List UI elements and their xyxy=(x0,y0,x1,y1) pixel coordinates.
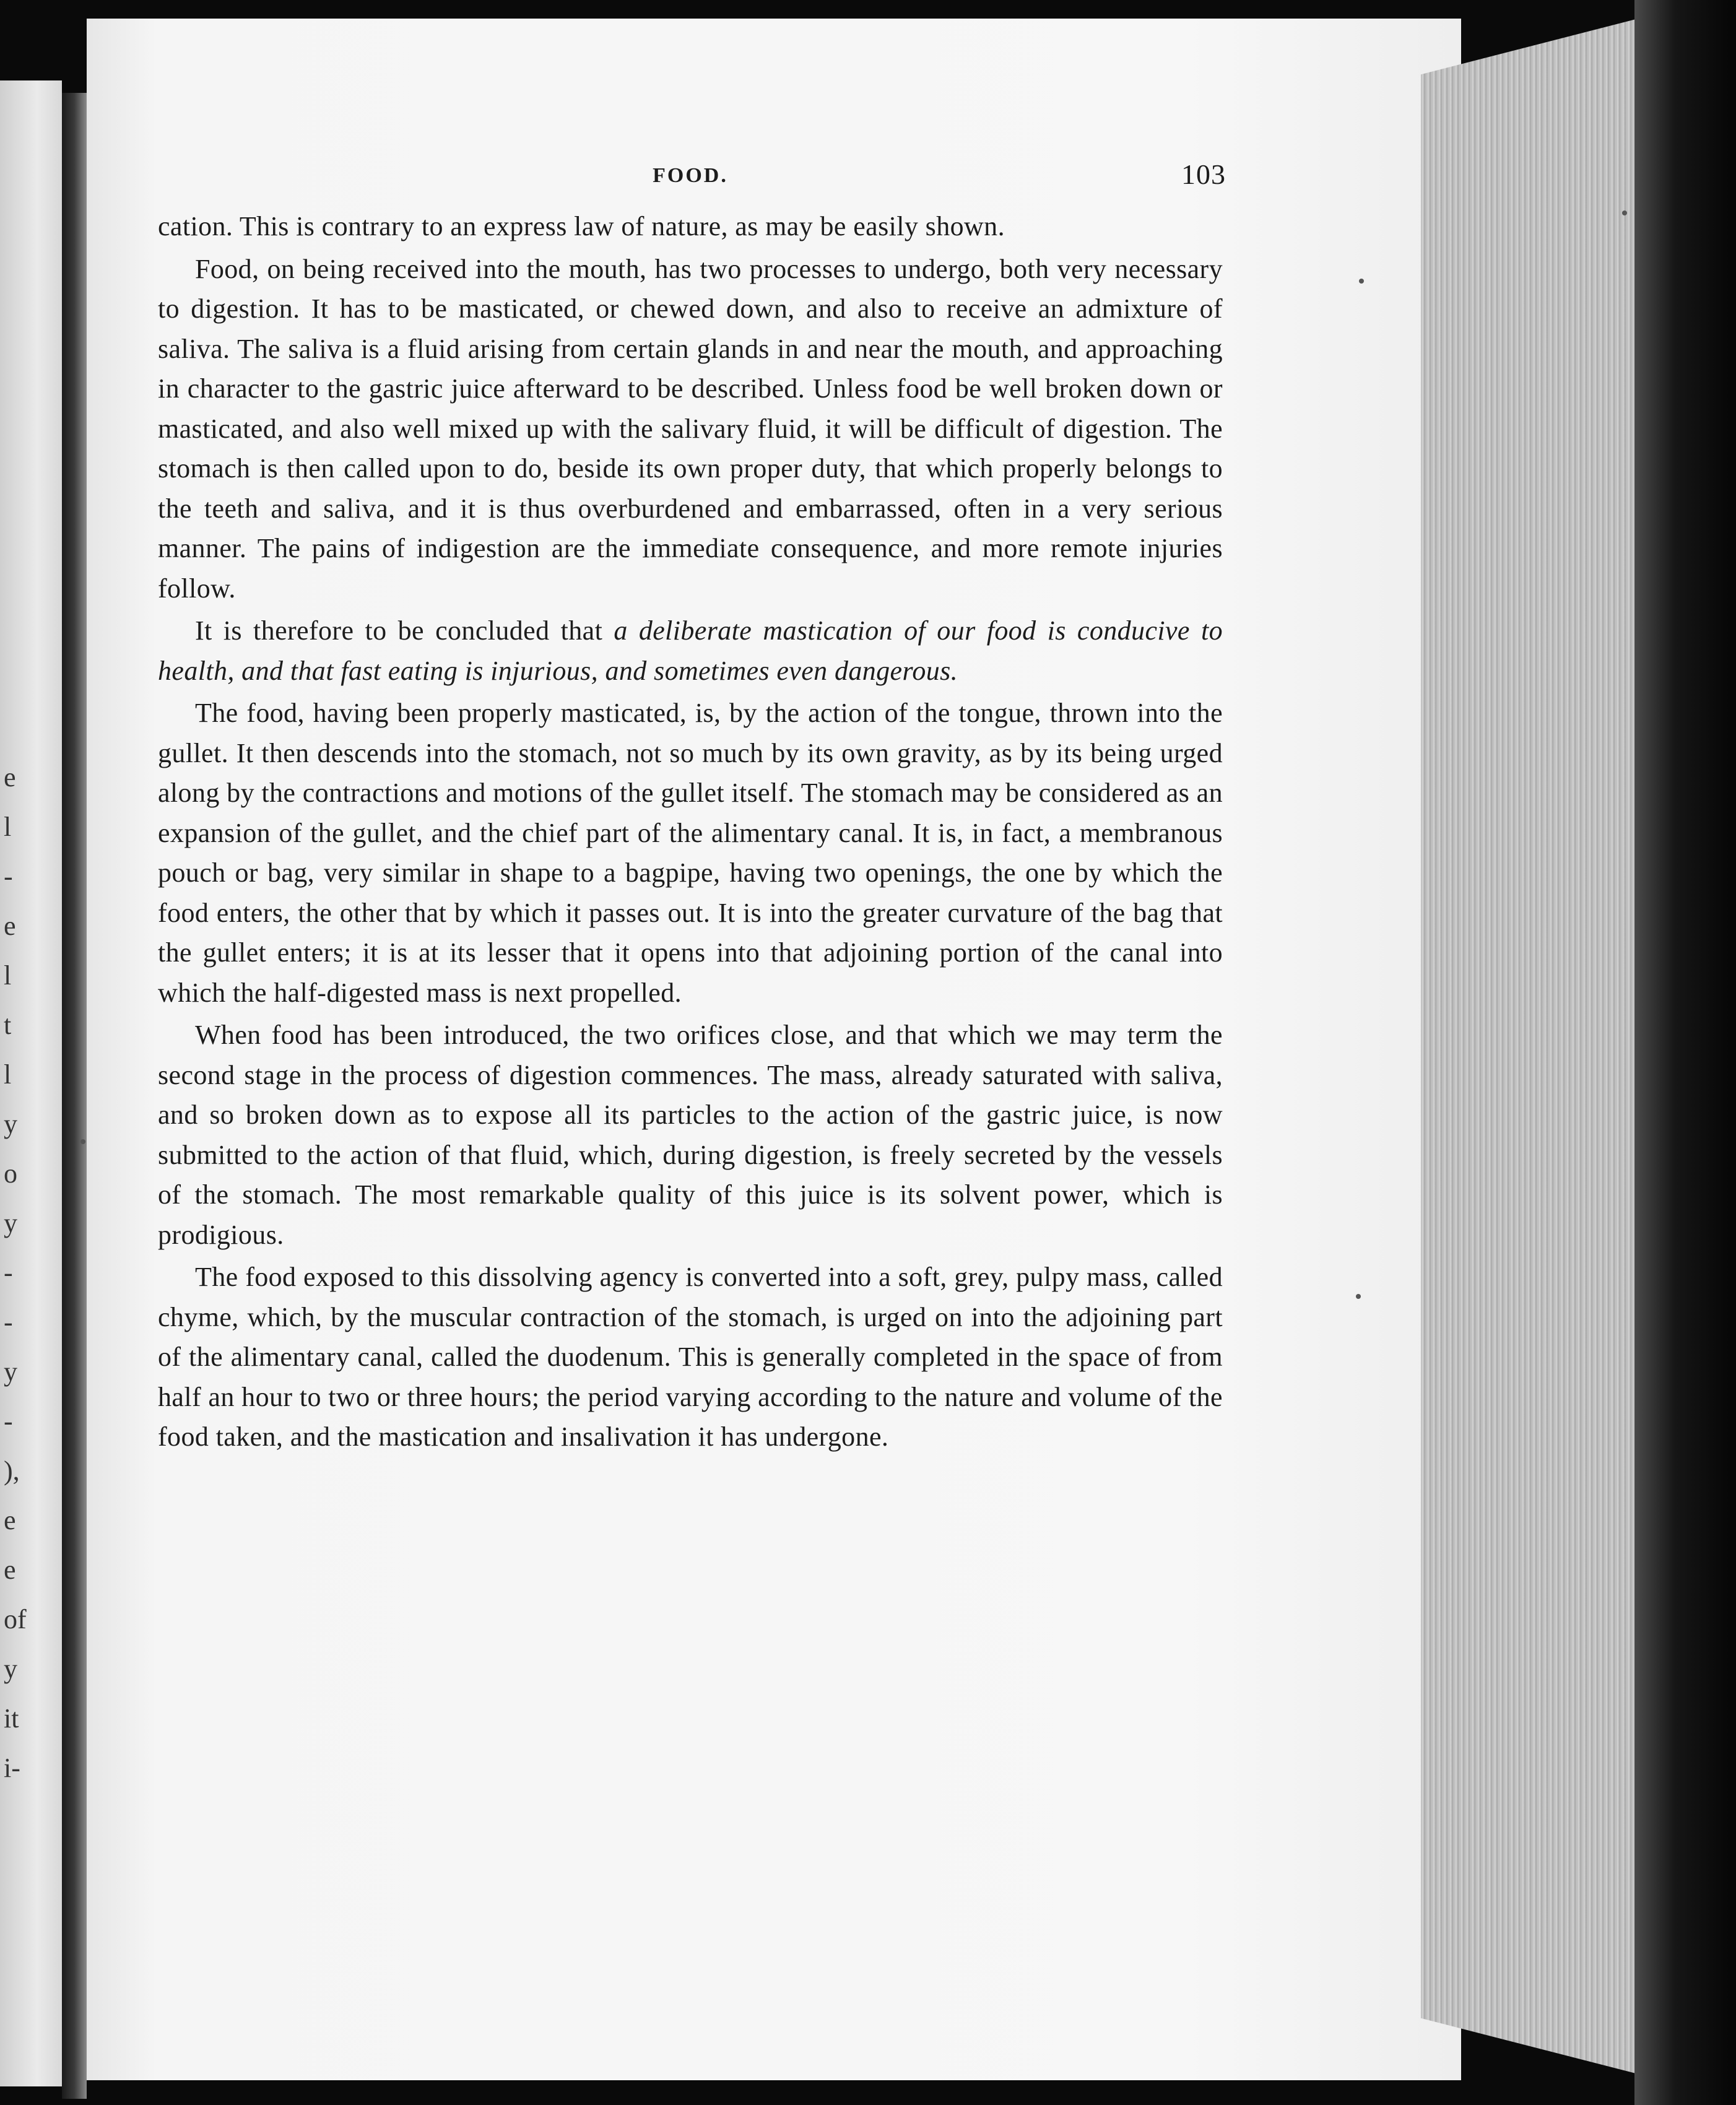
previous-page-letter: - xyxy=(4,1406,13,1436)
binding-gutter xyxy=(62,93,87,2099)
page-stack-edge xyxy=(1421,12,1662,2080)
previous-page-letter: it xyxy=(4,1703,19,1734)
paragraph: When food has been introduced, the two orifices close, and that which we may term the second stage in the process of digestion commences. The mass, already saturated with saliva, and so broken down as to expose all its particles to the action of the gastric juice, is now submitted to the action of that fluid, which, during digestion, is freely secreted by the vessels of the stomach. The most remarkable quality of this juice is its solvent power, which is prodigious. xyxy=(158,1020,1223,1250)
previous-page-letter: i- xyxy=(4,1753,20,1783)
previous-page-edge xyxy=(0,80,62,2086)
previous-page-letter: y xyxy=(4,1208,17,1238)
paragraph: Food, on being received into the mouth, has two processes to undergo, both very necessary to digestion. It has to be masticated, or chewed down, and also to receive an admixture of saliva. The saliva is a fluid arising from certain glands in and near the mouth, and approaching in character to the gastric juice afterward to be described. Unless food be well broken down or masticated, and also well mixed up with the salivary fluid, it will be difficult of digestion. The stomach is then called upon to do, beside its own proper duty, that which properly belongs to the teeth and saliva, and it is thus overburdened and embarrassed, often in a very serious manner. The pains of indigestion are the immediate consequence, and more remote injuries follow. xyxy=(158,253,1223,604)
previous-page-letter: l xyxy=(4,960,12,991)
scan-speck xyxy=(1356,1294,1361,1299)
previous-page-letter: l xyxy=(4,812,12,842)
previous-page-letter: y xyxy=(4,1356,17,1387)
page-header xyxy=(158,142,1226,192)
previous-page-letter: e xyxy=(4,1555,16,1585)
previous-page-letter: e xyxy=(4,911,16,941)
page-stack-shadow xyxy=(1634,0,1736,2105)
scan-speck xyxy=(1622,210,1627,215)
previous-page-letter: - xyxy=(4,1307,13,1337)
paragraph: cation. This is contrary to an express law of nature, as may be easily shown. xyxy=(158,211,1005,241)
paragraph xyxy=(158,611,1223,691)
paragraph-plain-text: It is therefore to be concluded that xyxy=(195,615,614,646)
previous-page-letter: - xyxy=(4,1257,13,1288)
page-text-block xyxy=(158,142,1226,1457)
previous-page-letters xyxy=(0,80,62,2086)
previous-page-letter: y xyxy=(4,1109,17,1139)
scan-speck xyxy=(80,1139,85,1144)
previous-page-letter: e xyxy=(4,762,16,792)
previous-page-letter: o xyxy=(4,1158,17,1189)
previous-page-letter: of xyxy=(4,1604,27,1634)
previous-page-letter: t xyxy=(4,1010,12,1040)
previous-page-letter: e xyxy=(4,1505,16,1535)
previous-page-letter: y xyxy=(4,1654,17,1684)
previous-page-letter: ), xyxy=(4,1456,20,1486)
paragraph-italic-text: a deliberate mastication of our food is conducive to health, and that fast eating is injurious, and sometimes even dangerous. xyxy=(158,615,1223,686)
previous-page-letter: - xyxy=(4,861,13,892)
running-head: FOOD. xyxy=(653,164,728,187)
scan-speck xyxy=(1359,279,1364,284)
paragraph: The food exposed to this dissolving agency is converted into a soft, grey, pulpy mass, called chyme, which, by the muscular contraction of the stomach, is urged on into the adjoining part of the alimentary canal, called the duodenum. This is generally completed in the space of from half an hour to two or three hours; the period varying according to the nature and volume of the food taken, and the mastication and insalivation it has undergone. xyxy=(158,1262,1223,1452)
paragraph: The food, having been properly masticated, is, by the action of the tongue, thrown into the gullet. It then descends into the stomach, not so much by its own gravity, as by its being urged along by the contractions and motions of the gullet itself. The stomach may be considered as an expansion of the gullet, and the chief part of the alimentary canal. It is, in fact, a membranous pouch or bag, very similar in shape to a bagpipe, having two openings, the one by which the food enters, the other that by which it passes out. It is into the greater curvature of the bag that the gullet enters; it is at its lesser that it opens into that adjoining portion of the canal into which the half-digested mass is next propelled. xyxy=(158,698,1223,1008)
previous-page-letter: l xyxy=(4,1059,12,1090)
page-number: 103 xyxy=(1181,158,1226,190)
